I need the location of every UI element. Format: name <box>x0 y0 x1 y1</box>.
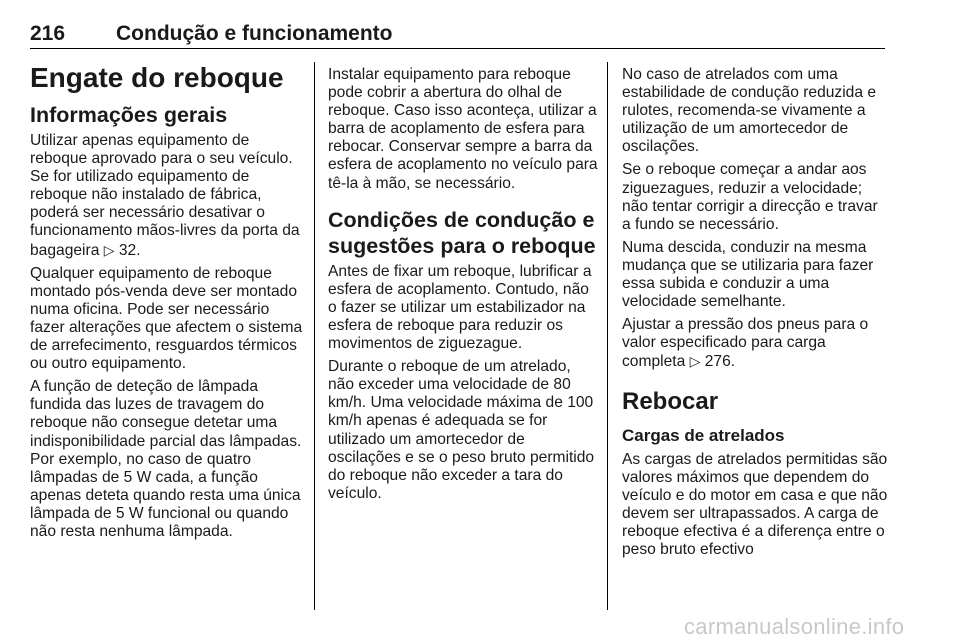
column-2 <box>328 66 598 508</box>
page-reference-link[interactable]: 32. <box>118 241 141 259</box>
paragraph: A função de deteção de lâmpada fundida das luzes de travagem do reboque não consegue detetar uma indisponibilidade parcial das lâmpadas. Por exemplo, no caso de quatro lâmpadas de 5 W cada, a função apenas deteta quando resta uma única lâmpada de 5 W funcional ou quando não resta nenhuma lâmpada. <box>30 378 302 540</box>
section-heading-condicoes: Condições de condução e sugestões para o reboque <box>328 207 596 258</box>
paragraph: As cargas de atrelados permitidas são valores máximos que dependem do veículo e do motor em casa e que não devem ser ultrapassados. A carga de reboque efectiva é a diferença entre o peso bruto efectivo <box>622 450 888 558</box>
section-heading-engate: Engate do reboque <box>30 62 284 93</box>
section-heading-rebocar: Rebocar <box>622 387 719 415</box>
watermark: carmanualsonline.info <box>684 614 905 639</box>
paragraph: Instalar equipamento para reboque pode cobrir a abertura do olhal de reboque. Caso isso aconteça, utilizar a barra de acoplamento de esfera para rebocar. Conservar sempre a barra da esfera de acoplamento no veículo para tê-la à mão, se necessário. <box>328 66 598 192</box>
paragraph <box>622 316 890 371</box>
paragraph: Se o reboque começar a andar aos ziguezagues, reduzir a velocidade; não tentar corrigir a direcção e travar a fundo se necessário. <box>622 161 878 233</box>
paragraph: Numa descida, conduzir na mesma mudança que se utilizaria para fazer essa subida e conduzir a uma velocidade semelhante. <box>622 238 874 311</box>
column-divider <box>314 62 315 610</box>
arrow-icon: ▷ <box>103 241 115 258</box>
chapter-title: Condução e funcionamento <box>116 22 393 45</box>
paragraph <box>30 132 304 260</box>
page-number: 216 <box>30 22 66 45</box>
paragraph-text: Ajustar a pressão dos pneus para o valor especificado para carga completa <box>622 316 869 371</box>
subsection-heading-cargas: Cargas de atrelados <box>622 425 785 445</box>
page-header <box>30 22 885 49</box>
paragraph-text: Utilizar apenas equipamento de reboque aprovado para o seu veículo. Se for utilizado equipamento de reboque não instalado de fábrica, poderá ser necessário desativar o funcionamento mãos-livres da porta da bagageira <box>30 132 300 259</box>
paragraph: Antes de fixar um reboque, lubrificar a esfera de acoplamento. Contudo, não o fazer se utilizar um estabilizador na esfera de reboque para reduzir os movimentos de ziguezague. <box>328 262 592 353</box>
arrow-icon: ▷ <box>689 353 701 370</box>
paragraph: Qualquer equipamento de reboque montado pós-venda deve ser montado numa oficina. Pode ser necessário fazer alterações que afectem o sistema de arrefecimento, resguardos térmicos ou outro equipamento. <box>30 264 303 373</box>
column-divider <box>607 62 608 610</box>
paragraph: No caso de atrelados com uma estabilidade de condução reduzida e rulotes, recomenda-se vivamente a utilização de um amortecedor de oscilações. <box>622 66 877 156</box>
column-3 <box>622 66 890 564</box>
paragraph: Durante o reboque de um atrelado, não exceder uma velocidade de 80 km/h. Uma velocidade máxima de 100 km/h apenas é adequada se for utilizado um amortecedor de oscilações e se o peso bruto permitido do reboque não exceder a tara do veículo. <box>328 358 595 502</box>
column-1 <box>30 62 304 546</box>
page-reference-link[interactable]: 276. <box>704 353 736 371</box>
subsection-heading-informacoes: Informações gerais <box>30 103 228 127</box>
